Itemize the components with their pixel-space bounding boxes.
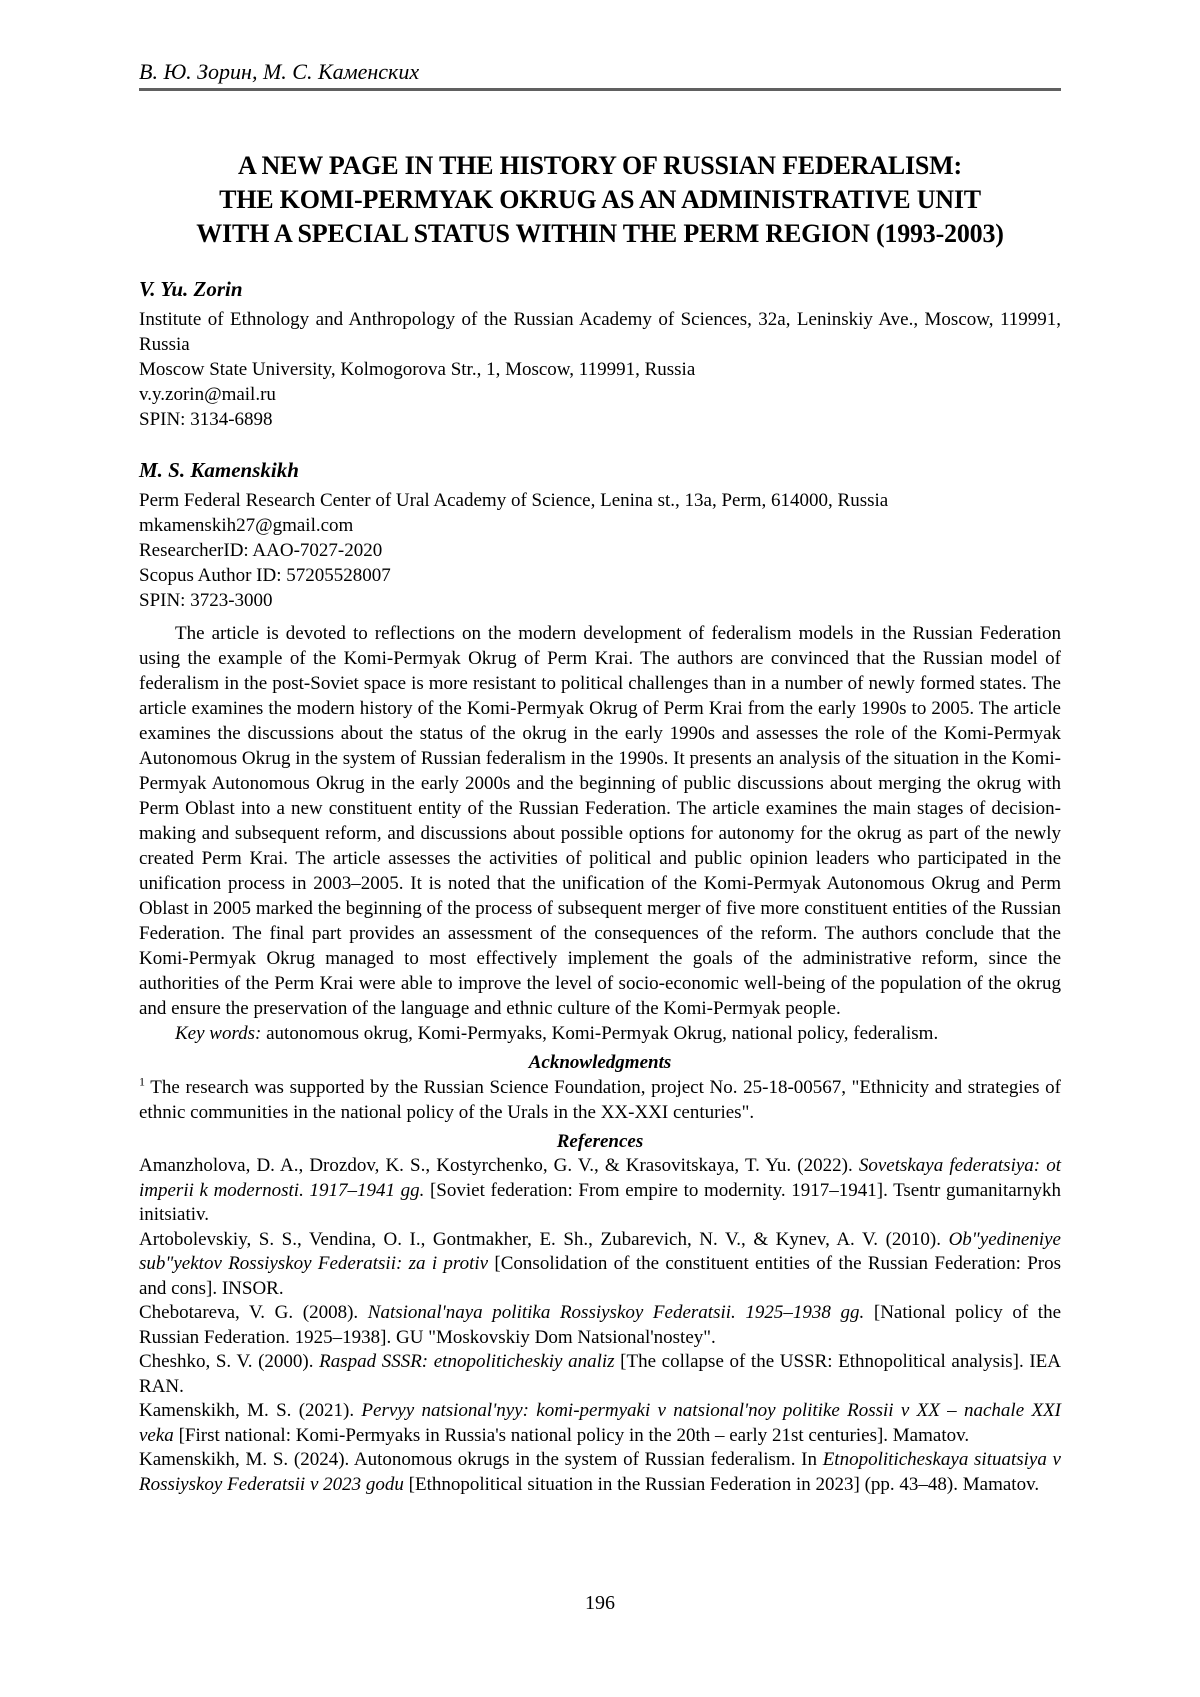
reference-entry: Kamenskikh, M. S. (2021). Pervyy natsional'nyy: komi-permyaki v natsional'noy politike Rossii v XX – nachale XXI veka [First national: Komi-Permyaks in Russia's national policy in the 20th – early 21st centuries]. Mamatov.: [139, 1400, 1061, 1446]
affiliation-paragraph: Moscow State University, Kolmogorova Str., 1, Moscow, 119991, Russia: [139, 359, 696, 380]
header-rule: [139, 88, 1061, 91]
footnote-text: The research was supported by the Russian Science Foundation, project No. 25-18-00567, "Ethnicity and strategies of ethnic communities in the national policy of the Urals in the XX-XXI centuries".: [139, 1077, 1061, 1123]
author-email: mkamenskih27@gmail.com: [139, 515, 354, 536]
title-line: THE KOMI-PERMYAK OKRUG AS AN ADMINISTRATIVE UNIT: [219, 185, 981, 214]
affiliation-paragraph: Institute of Ethnology and Anthropology of the Russian Academy of Sciences, 32a, Leninskiy Ave., Moscow, 119991, Russia: [139, 309, 1061, 355]
page-content: [139, 0, 1061, 1497]
reference-entry: Cheshko, S. V. (2000). Raspad SSSR: etnopoliticheskiy analiz [The collapse of the USSR: Ethnopolitical analysis]. IEA RAN.: [139, 1351, 1061, 1397]
author-section-kamenskikh: [139, 457, 1061, 613]
references-heading: References: [556, 1131, 644, 1152]
references-list: [139, 1154, 1061, 1497]
affiliation-paragraph: Perm Federal Research Center of Ural Academy of Science, Lenina st., 13a, Perm, 614000, Russia: [139, 490, 889, 511]
keywords-text: autonomous okrug, Komi-Permyaks, Komi-Permyak Okrug, national policy, federalism.: [261, 1023, 939, 1044]
author-researcher-id: ResearcherID: AAO-7027-2020: [139, 540, 383, 561]
footnote-marker: 1: [139, 1074, 145, 1089]
article-title: [139, 149, 1061, 251]
reference-entry: Artobolevskiy, S. S., Vendina, O. I., Gontmakher, E. Sh., Zubarevich, N. V., & Kynev, A. V. (2010). Ob"yedineniye sub"yektov Rossiyskoy Federatsii: za i protiv [Consolidation of the constituent entities of the Russian Federation: Pros and cons]. INSOR.: [139, 1228, 1062, 1299]
reference-entry: Amanzholova, D. A., Drozdov, K. S., Kostyrchenko, G. V., & Krasovitskaya, T. Yu. (2022). Sovetskaya federatsiya: ot imperii k modernosti. 1917–1941 gg. [Soviet federation: From empire to modernity. 1917–1941]. Tsentr gumanitarnykh initsiativ.: [139, 1155, 1062, 1225]
page-number: 196: [585, 1592, 615, 1614]
author-section-zorin: [139, 276, 1061, 432]
title-line: WITH A SPECIAL STATUS WITHIN THE PERM REGION (1993-2003): [196, 219, 1004, 248]
author-email: v.y.zorin@mail.ru: [139, 384, 276, 405]
running-head: В. Ю. Зорин, М. С. Каменских: [139, 59, 420, 84]
keywords-line: [139, 1021, 1061, 1046]
title-line: A NEW PAGE IN THE HISTORY OF RUSSIAN FEDERALISM:: [238, 151, 962, 180]
acknowledgments-heading: Acknowledgments: [528, 1052, 672, 1073]
footnote-paragraph: [139, 1075, 1061, 1125]
keywords-label: Key words:: [175, 1023, 262, 1044]
author-name: M. S. Kamenskikh: [139, 458, 299, 482]
author-scopus-id: Scopus Author ID: 57205528007: [139, 565, 391, 586]
author-spin: SPIN: 3134-6898: [139, 409, 273, 430]
author-name: V. Yu. Zorin: [139, 277, 243, 301]
abstract-paragraph: The article is devoted to reflections on the modern development of federalism models in the Russian Federation using the example of the Komi-Permyak Okrug of Perm Krai. The authors are convinced that the Russian model of federalism in the post-Soviet space is more resistant to political challenges than in a number of newly formed states. The article examines the modern history of the Komi-Permyak Okrug of Perm Krai from the early 1990s to 2005. The article examines the discussions about the status of the okrug in the early 1990s and assesses the role of the Komi-Permyak Autonomous Okrug in the system of Russian federalism in the 1990s. It presents an analysis of the situation in the Komi-Permyak Autonomous Okrug in the early 2000s and the beginning of public discussions about merging the okrug with Perm Oblast into a new constituent entity of the Russian Federation. The article examines the main stages of decision-making and subsequent reform, and discussions about possible options for autonomy for the okrug as part of the newly created Perm Krai. The article assesses the activities of political and public opinion leaders who participated in the unification process in 2003–2005. It is noted that the unification of the Komi-Permyak Autonomous Okrug and Perm Oblast in 2005 marked the beginning of the process of subsequent merger of five more constituent entities of the Russian Federation. The final part provides an assessment of the consequences of the reform. The authors conclude that the Komi-Permyak Okrug managed to most effectively implement the goals of the administrative reform, since the authorities of the Perm Krai were able to improve the level of socio-economic well-being of the population of the okrug and ensure the preservation of the language and ethnic culture of the Komi-Permyak people.: [139, 623, 1061, 1019]
reference-entry: Chebotareva, V. G. (2008). Natsional'naya politika Rossiyskoy Federatsii. 1925–1938 gg. [National policy of the Russian Federation. 1925–1938]. GU "Moskovskiy Dom Natsional'nostey".: [139, 1302, 1061, 1348]
reference-entry: Kamenskikh, M. S. (2024). Autonomous okrugs in the system of Russian federalism. In Etnopoliticheskaya situatsiya v Rossiyskoy Federatsii v 2023 godu [Ethnopolitical situation in the Russian Federation in 2023] (pp. 43–48). Mamatov.: [139, 1449, 1061, 1495]
author-spin: SPIN: 3723-3000: [139, 590, 273, 611]
